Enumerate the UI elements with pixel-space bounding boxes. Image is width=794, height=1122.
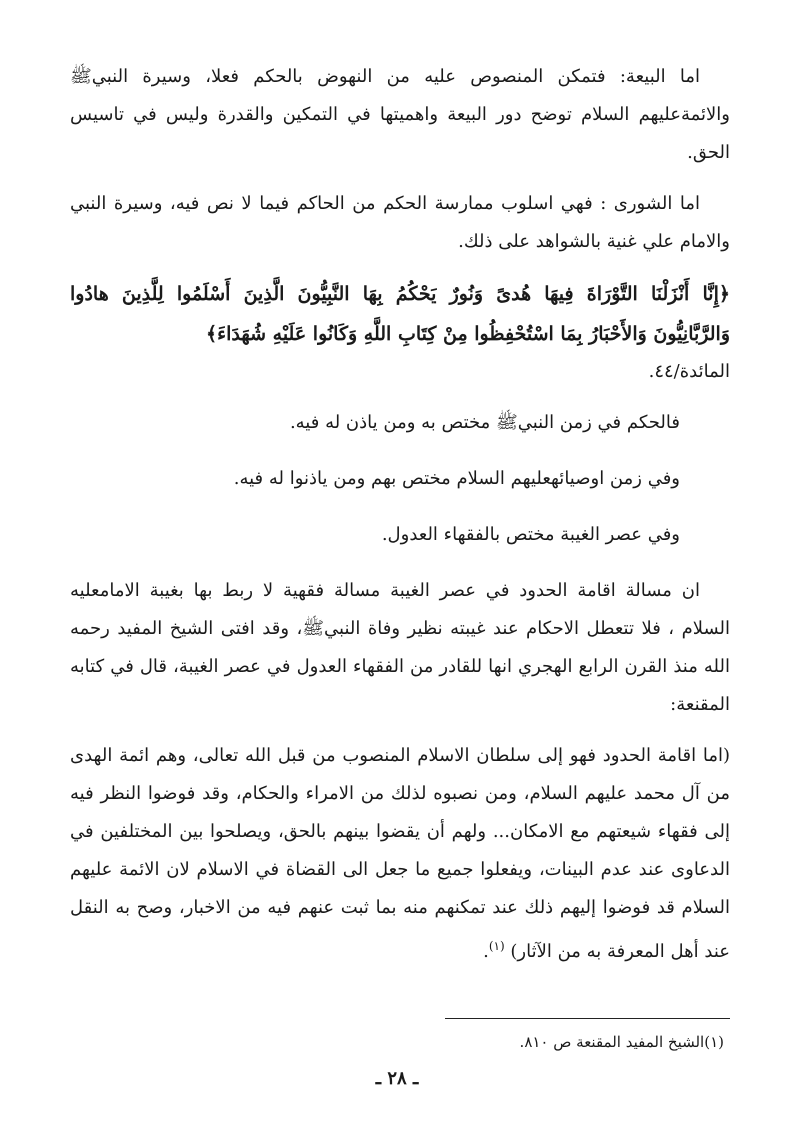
- footnote-marker[interactable]: (١): [488, 939, 505, 953]
- page-body: [70, 58, 730, 984]
- footnote-divider: [445, 1018, 730, 1019]
- rule-prophet: فالحكم في زمن النبيﷺ مختص به ومن ياذن له فيه.: [289, 412, 680, 433]
- paragraph-bay-ah: اما البيعة: فتمكن المنصوص عليه من النهوض بالحكم فعلا، وسيرة النبيﷺ والائمةعليهم السلام توضح دور البيعة واهميتها في التمكين والقدرة وليس في تاسيس الحق.: [70, 66, 730, 163]
- page-number: ـ ٢٨ ـ: [375, 1068, 419, 1089]
- quotation-text: (اما اقامة الحدود فهو إلى سلطان الاسلام المنصوب من قبل الله تعالى، وهم ائمة الهدى من آل محمد عليهم السلام، ومن نصبوه لذلك من الامراء والحكام، وقد فوضوا النظر فيه إلى فقهاء شيعتهم مع الامكان... ولهم أن يقضوا بينهم بالحق، ويصلحوا بين المختلفين في الدعاوى عند عدم البينات، ويفعلوا جميع ما جعل الى القضاة في الاسلام لان الائمة عليهم السلام قد فوضوا إليهم ذلك عند تمكنهم منه بما ثبت عنهم فيه من الاخبار، وصح به النقل عند أهل المعرفة به من الآثار): [70, 745, 730, 962]
- quran-verse: ﴿إِنَّا أَنْزَلْنَا التَّوْرَاةَ فِيهَا هُدىً وَنُورٌ يَحْكُمُ بِهَا النَّبِيُّونَ الَّذِينَ أَسْلَمُوا لِلَّذِينَ هادُوا وَالرَّبَّانِيُّونَ وَالأَحْبَارُ بِمَا اسْتُحْفِظُوا مِنْ كِتَابِ اللَّهِ وَكَانُوا عَلَيْهِ شُهَدَاءَ﴾: [70, 283, 730, 345]
- footnote: (١)الشيخ المفيد المقنعة ص ٨١٠.: [519, 1033, 724, 1051]
- paragraph-shura: اما الشورى : فهي اسلوب ممارسة الحكم من الحاكم فيما لا نص فيه، وسيرة النبي والامام علي غنية بالشواهد على ذلك.: [70, 193, 730, 252]
- quran-reference: المائدة/٤٤.: [648, 361, 730, 382]
- quotation-end: .: [483, 941, 489, 962]
- quotation-paragraph: [70, 737, 730, 971]
- paragraph-hudud: ان مسالة اقامة الحدود في عصر الغيبة مسالة فقهية لا ربط بها بغيبة الامامعليه السلام ، فلا تتعطل الاحكام عند غيبته نظير وفاة النبيﷺ، وقد افتى الشيخ المفيد رحمه الله منذ القرن الرابع الهجري انها للقادر من الفقهاء العدول في عصر الغيبة، قال في كتابه المقنعة:: [70, 580, 730, 715]
- rule-successors: وفي زمن اوصيائهعليهم السلام مختص بهم ومن ياذنوا له فيه.: [233, 468, 680, 489]
- rule-occultation: وفي عصر الغيبة مختص بالفقهاء العدول.: [381, 524, 680, 545]
